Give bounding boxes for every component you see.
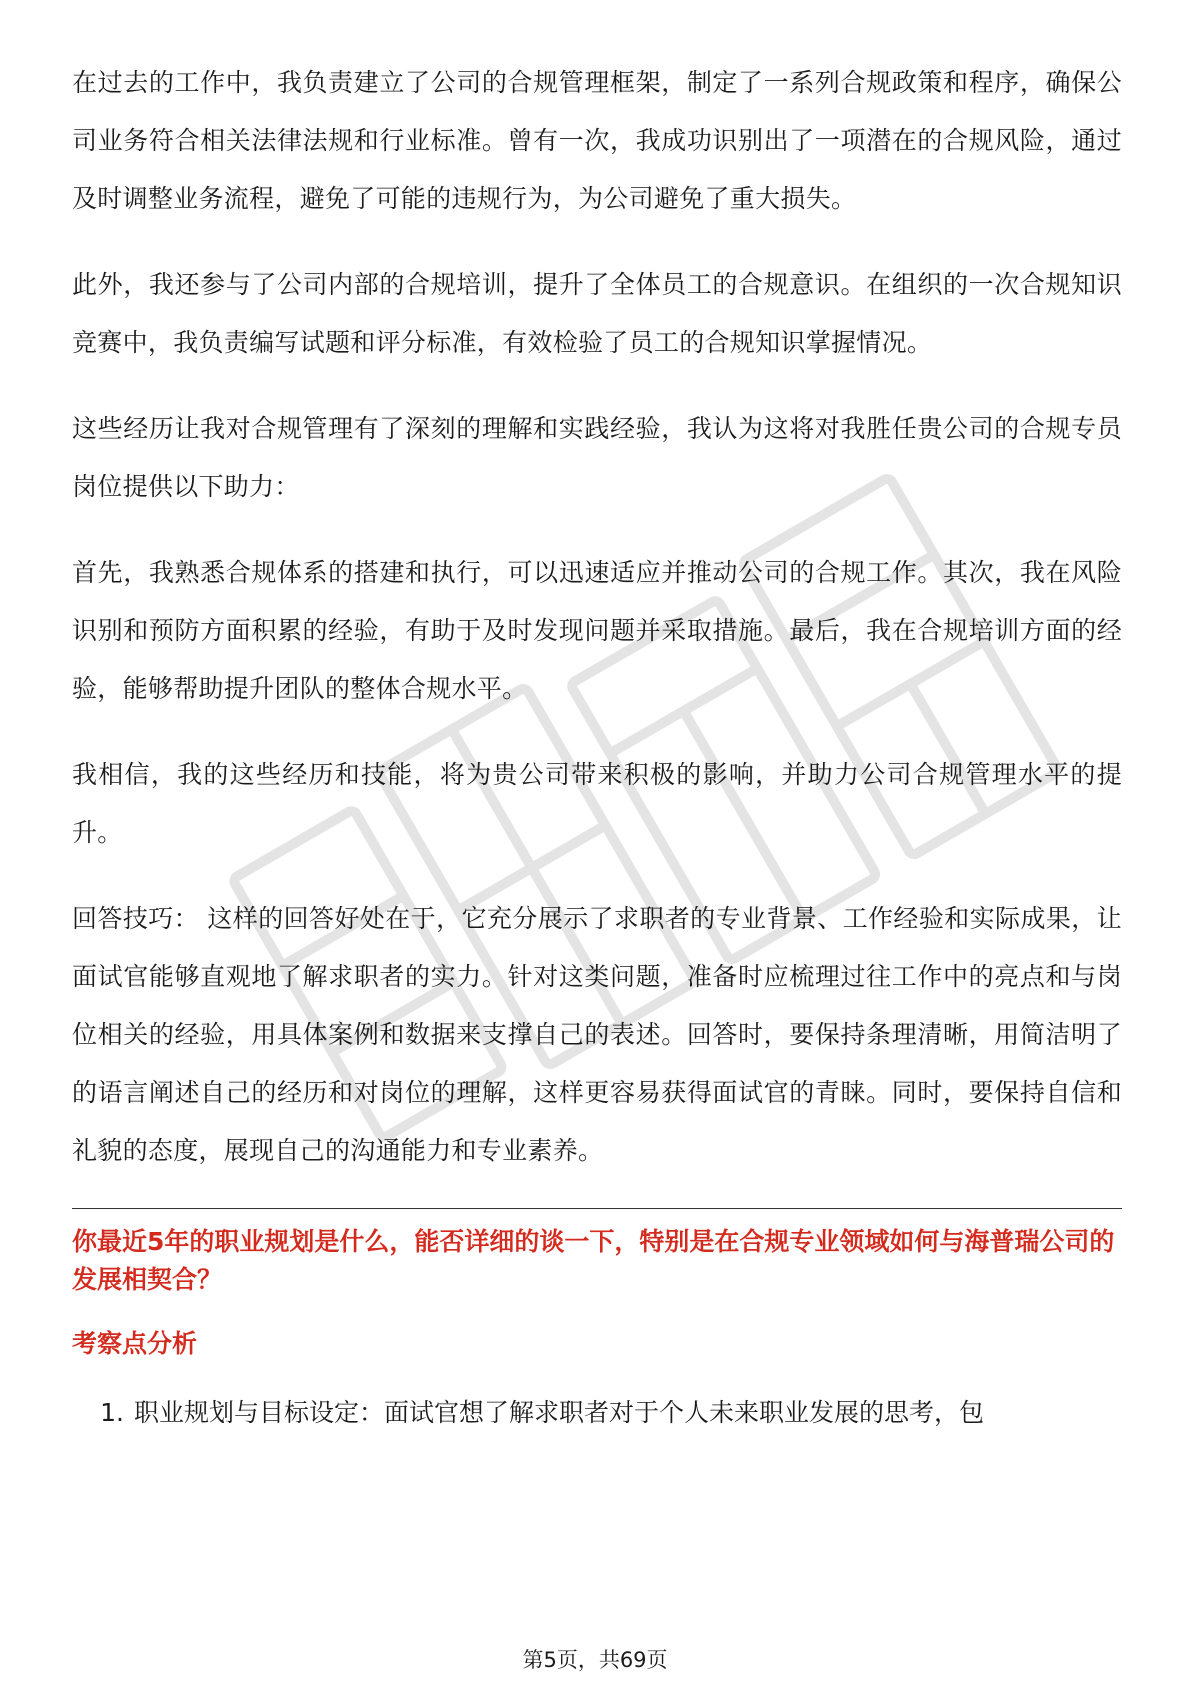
analysis-list [72,1393,1122,1433]
page-footer: 第5页，共69页 [522,1648,668,1672]
section-divider [72,1208,1122,1209]
paragraph-summary: 这些经历让我对合规管理有了深刻的理解和实践经验，我认为这将对我胜任贵公司的合规专员岗位提供以下助力： [72,414,1122,501]
paragraph-training: 此外，我还参与了公司内部的合规培训，提升了全体员工的合规意识。在组织的一次合规知识竞赛中，我负责编写试题和评分标准，有效检验了员工的合规知识掌握情况。 [72,270,1122,357]
list-item-number: 1. [100,1398,124,1427]
paragraph-conclusion: 我相信，我的这些经历和技能，将为贵公司带来积极的影响，并助力公司合规管理水平的提升。 [72,760,1122,847]
paragraph-advantages: 首先，我熟悉合规体系的搭建和执行，可以迅速适应并推动公司的合规工作。其次，我在风险识别和预防方面积累的经验，有助于及时发现问题并采取措施。最后，我在合规培训方面的经验，能够帮助提升团队的整体合规水平。 [72,558,1122,703]
paragraph-work-experience: 在过去的工作中，我负责建立了公司的合规管理框架，制定了一系列合规政策和程序，确保公司业务符合相关法律法规和行业标准。曾有一次，我成功识别出了一项潜在的合规风险，通过及时调整业务流程，避免了可能的违规行为，为公司避免了重大损失。 [72,68,1122,213]
document-page [72,54,1122,1433]
question-heading: 你最近5年的职业规划是什么，能否详细的谈一下，特别是在合规专业领域如何与海普瑞公司的发展相契合？ [72,1227,1115,1294]
list-item [72,1393,1122,1433]
list-item-text: 职业规划与目标设定：面试官想了解求职者对于个人未来职业发展的思考，包 [134,1398,985,1427]
paragraph-answer-tips: 回答技巧： 这样的回答好处在于，它充分展示了求职者的专业背景、工作经验和实际成果，让面试官能够直观地了解求职者的实力。针对这类问题，准备时应梳理过往工作中的亮点和与岗位相关的经验，用具体案例和数据来支撑自己的表述。回答时，要保持条理清晰，用简洁明了的语言阐述自己的经历和对岗位的理解，这样更容易获得面试官的青睐。同时，要保持自信和礼貌的态度，展现自己的沟通能力和专业素养。 [72,904,1122,1165]
section-title: 考察点分析 [72,1329,198,1358]
